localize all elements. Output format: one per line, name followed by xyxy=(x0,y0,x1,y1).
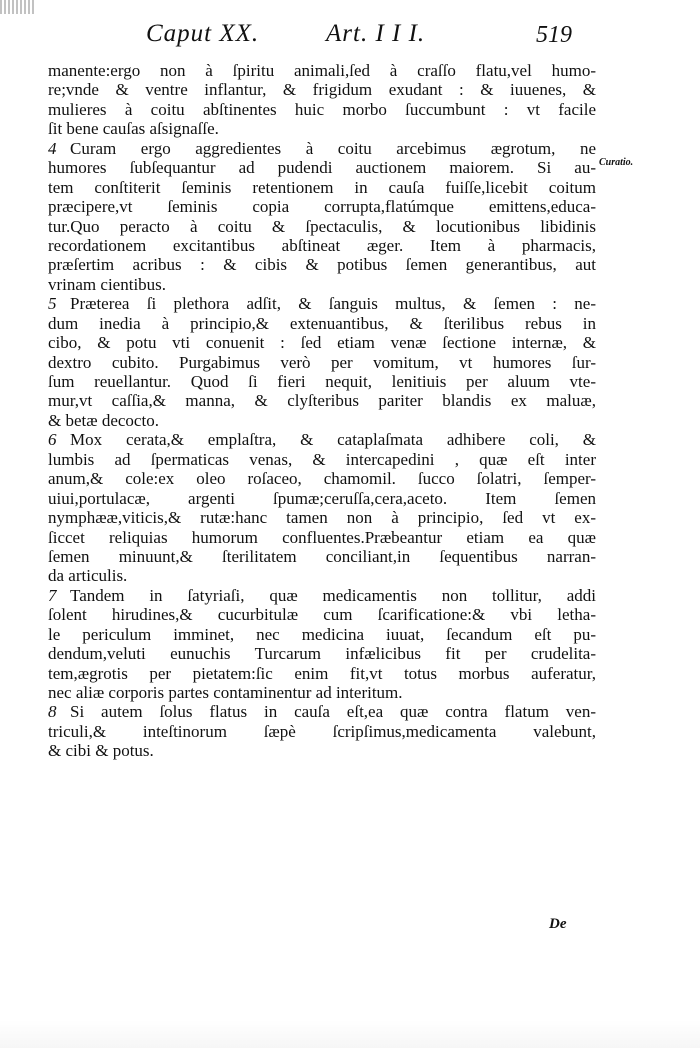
text-line xyxy=(48,469,596,488)
page-number: 519 xyxy=(536,22,572,48)
line-text: triculi,& inteſtinorum ſæpè ſcripſimus,medicamenta valebunt, xyxy=(48,721,596,741)
text-line xyxy=(48,664,596,683)
paragraph-number: 6 xyxy=(48,430,57,450)
text-line xyxy=(48,528,596,547)
line-text: dum inedia à principio,& extenuantibus, & ſterilibus rebus in xyxy=(48,313,596,333)
text-line xyxy=(48,625,596,644)
text-line xyxy=(48,741,596,760)
body-text xyxy=(48,61,596,761)
line-text: præcipere,vt ſeminis copia corrupta,flatúmque emittens,educa- xyxy=(48,197,596,217)
chapter-heading: Caput XX. xyxy=(146,20,260,47)
text-line xyxy=(48,605,596,624)
text-line xyxy=(48,61,596,80)
text-line xyxy=(48,644,596,663)
line-text: & cibi & potus. xyxy=(48,741,154,761)
text-line xyxy=(48,430,596,449)
text-line xyxy=(48,178,596,197)
text-line xyxy=(48,119,596,138)
scan-corner-artifact xyxy=(0,0,36,14)
text-line xyxy=(48,566,596,585)
margin-note-curatio: Curatio. xyxy=(599,157,634,168)
text-line xyxy=(48,411,596,430)
text-line xyxy=(48,236,596,255)
text-line xyxy=(48,489,596,508)
text-line xyxy=(48,217,596,236)
text-line xyxy=(48,255,596,274)
line-text: Tandem in ſatyriaſi, quæ medicamentis non tollitur, addi xyxy=(70,585,596,605)
line-text: le periculum imminet, nec medicina iuuat, ſecandum eſt pu- xyxy=(48,624,596,644)
text-line xyxy=(48,722,596,741)
line-text: tem,ægrotis per pietatem:ſic enim fit,vt totus morbus auferatur, xyxy=(48,663,596,683)
line-text: ſiccet reliquias humorum confluentes.Præbeantur etiam ea quæ xyxy=(48,527,596,547)
line-text: manente:ergo non à ſpiritu animali,ſed à craſſo flatu,vel humo- xyxy=(48,61,596,80)
line-text: humores ſubſequantur ad pudendi auctionem maiorem. Si au- xyxy=(48,158,596,178)
text-line xyxy=(48,702,596,721)
line-text: & betæ decocto. xyxy=(48,410,159,430)
line-text: Si autem ſolus flatus in cauſa eſt,ea quæ contra flatum ven- xyxy=(70,702,596,722)
line-text: Curam ergo aggredientes à coitu arcebimus ægrotum, ne xyxy=(70,138,596,158)
text-line xyxy=(48,391,596,410)
text-line xyxy=(48,275,596,294)
line-text: mur,vt caſſia,& manna, & clyſteribus pariter blandis ex maluæ, xyxy=(48,391,596,411)
text-line xyxy=(48,80,596,99)
text-line xyxy=(48,333,596,352)
line-text: Præterea ſi plethora adſit, & ſanguis multus, & ſemen : ne- xyxy=(70,294,596,314)
line-text: nymphææ,viticis,& rutæ:hanc tamen non à principio, ſed vt ex- xyxy=(48,508,596,528)
text-line xyxy=(48,139,596,158)
text-line xyxy=(48,372,596,391)
text-line xyxy=(48,683,596,702)
line-text: tur.Quo peracto à coitu & ſpectaculis, & locutionibus libidinis xyxy=(48,216,596,236)
line-text: ſum reuellantur. Quod ſi fieri nequit, lenitiuis per aluum vte- xyxy=(48,372,596,391)
text-line xyxy=(48,586,596,605)
line-text: anum,& cole:ex oleo roſaceo, chamomil. ſucco ſolatri, ſemper- xyxy=(48,469,596,489)
paragraph-number: 4 xyxy=(48,138,57,158)
text-line xyxy=(48,197,596,216)
article-heading: Art. I I I. xyxy=(326,20,426,47)
text-line xyxy=(48,294,596,313)
text-line xyxy=(48,450,596,469)
text-line xyxy=(48,508,596,527)
line-text: ſolent hirudines,& cucurbitulæ cum ſcarificatione:& vbi letha- xyxy=(48,605,596,625)
line-text: mulieres à coitu abſtinentes huic morbo ſuccumbunt : vt facile xyxy=(48,99,596,119)
text-line xyxy=(48,547,596,566)
catchword: De xyxy=(549,916,567,932)
line-text: lumbis ad ſpermaticas venas, & intercapedini , quæ eſt inter xyxy=(48,449,596,469)
paragraph-number: 5 xyxy=(48,294,57,314)
line-text: tem conſtiterit ſeminis retentionem in cauſa fuiſſe,licebit coitum xyxy=(48,177,596,197)
line-text: nec aliæ corporis partes contaminentur ad interitum. xyxy=(48,683,403,702)
line-text: recordationem excitantibus abſtineat æger. Item à pharmacis, xyxy=(48,235,596,255)
line-text: Mox cerata,& emplaſtra, & cataplaſmata adhibere coli, & xyxy=(70,430,596,450)
running-header xyxy=(0,14,700,54)
line-text: dendum,veluti eunuchis Turcarum infælicibus fit per crudelita- xyxy=(48,644,596,664)
line-text: uiui,portulacæ, argenti ſpumæ;ceruſſa,cera,aceto. Item ſemen xyxy=(48,488,596,508)
line-text: ſit bene cauſas aſsignaſſe. xyxy=(48,119,219,139)
paragraph-number: 7 xyxy=(48,585,57,605)
text-line xyxy=(48,100,596,119)
line-text: præſertim acribus : & cibis & potibus ſemen generantibus, aut xyxy=(48,255,596,275)
line-text: da articulis. xyxy=(48,566,128,586)
text-line xyxy=(48,158,596,177)
text-line xyxy=(48,353,596,372)
line-text: cibo, & potu vti conuenit : ſed etiam venæ ſectione internæ, & xyxy=(48,333,596,353)
line-text: dextro cubito. Purgabimus verò per vomitum, vt humores ſur- xyxy=(48,352,596,372)
line-text: re;vnde & ventre inflantur, & frigidum exudant : & iuuenes, & xyxy=(48,80,596,100)
line-text: ſemen minuunt,& ſterilitatem conciliant,in ſequentibus narran- xyxy=(48,546,596,566)
paragraph-number: 8 xyxy=(48,702,57,722)
page-bottom-shadow xyxy=(0,1020,700,1048)
line-text: vrinam cientibus. xyxy=(48,274,167,294)
text-line xyxy=(48,314,596,333)
